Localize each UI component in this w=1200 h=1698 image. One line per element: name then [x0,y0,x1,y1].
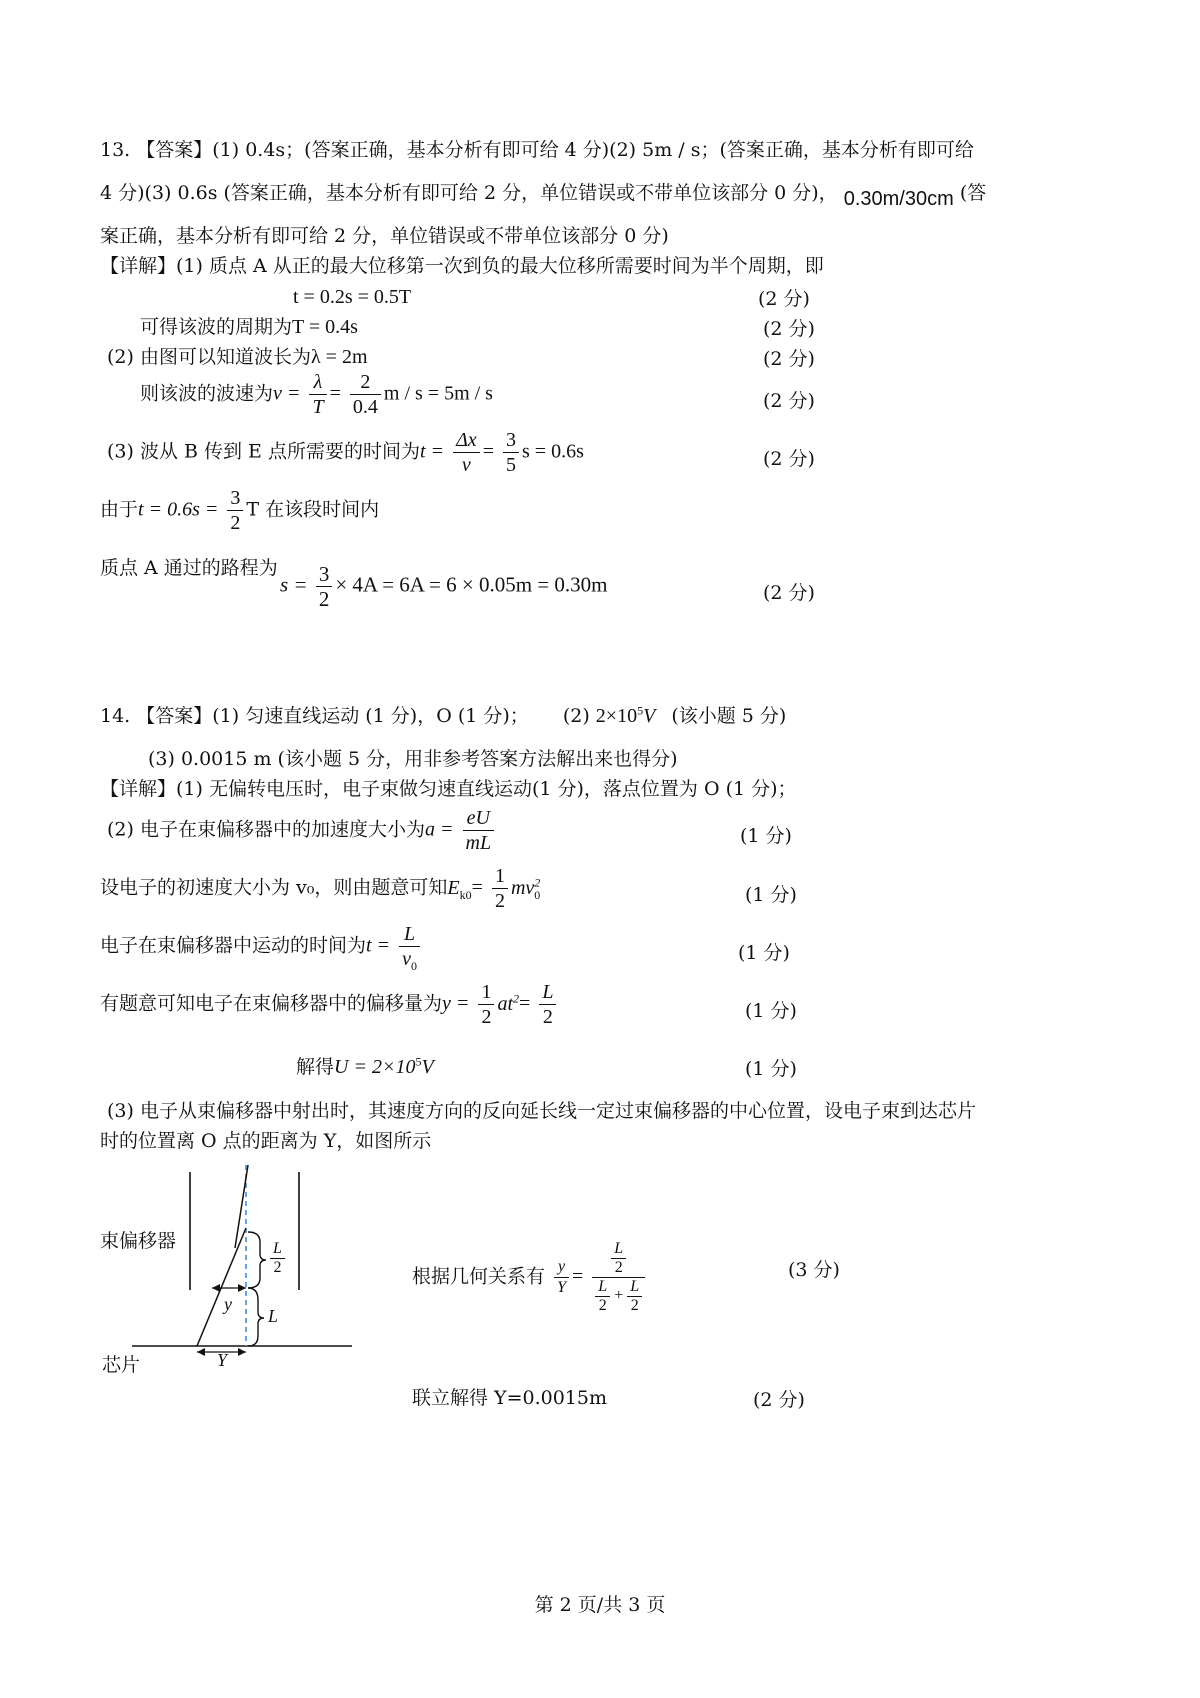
q14-ek [100,864,540,913]
q13-p3-f2-num: 3 [503,428,519,453]
q14-a-score: (1 分) [740,825,792,847]
q14-answer-line1 [100,703,786,729]
q13-path-rest: × 4A = 6A = 6 × 0.05m = 0.30m [335,572,608,597]
q13-eq1: t = 0.2s = 0.5T [293,286,412,308]
q13-answer-line2b: 0.30m/30cm [843,188,954,210]
q13-v-frac1 [309,370,326,419]
q13-path-text: 质点 A 通过的路程为 [100,557,278,579]
q13-since [100,486,379,535]
q14-geo-den-a: L [595,1278,610,1297]
q14-y-f1-den: 2 [481,1006,492,1028]
q14-t-num: L [399,922,420,947]
q14-geo-rhs-bottom: $\frac{L}{2}$ + $\frac{L}{2}$ [592,1278,645,1315]
q14-a-num: eU [463,806,495,831]
label-y: y [224,1294,232,1314]
q14-geo-lhs-den: Y [557,1279,566,1296]
q14-geo-rhs-num: L [611,1240,626,1259]
q14-final: 联立解得 Y=0.0015m [412,1387,608,1409]
q14-a-frac [463,806,495,855]
q13-v-rest: m / s = 5m / s [383,382,493,405]
q14-solve-text: 解得 [296,1056,335,1078]
q14-y-frac2 [539,980,556,1029]
q14-geo-lhs [554,1257,569,1298]
q14-answer-line1b: (2) [562,705,590,727]
q13-v-lhs: v = [273,382,301,405]
q14-p3-line1: (3) 电子从束偏移器中射出时，其速度方向的反向延长线一定过束偏移器的中心位置，设电子束到达芯片 [107,1100,976,1122]
q14-t-frac [399,922,420,971]
q14-a1-coef: 2×10 [595,705,638,727]
q14-accel [107,806,497,855]
q14-y-lhs: y = [442,992,470,1015]
q14-time [100,922,423,971]
q13-p3-rest: s = 0.6s [522,440,584,463]
arrow-y-head-left [212,1284,220,1292]
q13-v-f1-den: T [312,396,324,418]
q14-geo-rhs-top [592,1240,645,1278]
q13-answer-line2c: (答 [959,182,987,204]
q14-y-text: 有题意可知电子在束偏移器中的偏移量为 [100,992,443,1015]
q13-detail1: 【详解】(1) 质点 A 从正的最大位移第一次到负的最大位移所需要时间为半个周期，即 [100,255,824,277]
deflector-figure [100,1160,370,1375]
q14-geo-rhs-num2: 2 [614,1259,623,1276]
q14-y-f1-num: 1 [478,980,494,1005]
q14-t-den-sub: 0 [411,959,418,973]
q13-v-f1-num: λ [309,370,326,395]
q13-v-score: (2 分) [763,390,815,412]
label-half-L-num: L [270,1240,285,1259]
q14-a-den: mL [465,832,492,854]
brace-L [248,1288,264,1346]
label-deflector: 束偏移器 [100,1230,177,1252]
q13-path-f-num: 3 [316,562,333,587]
q14-geo-den-a2: 2 [598,1297,607,1314]
label-chip: 芯片 [102,1354,141,1376]
arrow-y-head-right [238,1284,246,1292]
brace-half-L [248,1232,266,1288]
q13-p2-eq: λ = 2m [310,346,368,368]
q14-y-mid-wrap [497,990,519,1015]
q13-v-text: 则该波的波速为 [140,382,274,405]
q13-eq2-score: (2 分) [763,318,815,340]
q13-since-eq: t = 0.6s = [138,498,219,521]
label-L: L [268,1306,279,1326]
q13-since-f-den: 2 [230,512,241,534]
q14-geo-den-b2: 2 [630,1297,639,1314]
q13-p3-f1-den: v [461,454,471,476]
q13-p3-frac2 [503,428,519,477]
q13-path [280,562,608,611]
q13-p3-text: (3) 波从 B 传到 E 点所需要的时间为 [107,440,420,463]
label-half-L [270,1240,285,1277]
q14-solve [296,1054,434,1080]
q14-answer-line2: (3) 0.0015 m (该小题 5 分，用非参考答案方法解出来也得分) [148,748,678,770]
q14-detail1: 【详解】(1) 无偏转电压时，电子束做匀速直线运动(1 分)，落点位置为 O (1 分)； [100,778,797,800]
q14-answer-line1c [596,705,656,727]
q13-p3-f1-num: Δx [453,428,480,453]
q14-ek-score: (1 分) [745,884,797,906]
q13-p2-score: (2 分) [763,348,815,370]
q13-answer-line2 [100,180,987,210]
q14-ek-mv: mv [510,876,535,899]
q13-v-frac2 [350,370,381,419]
q14-y-eq: = [519,992,531,1015]
q13-eq2-text: 可得该波的周期为 [140,316,293,338]
q14-y-f2-den: 2 [542,1006,553,1028]
beam-path [235,1165,248,1248]
q14-answer-line1a: 14. 【答案】(1) 匀速直线运动 (1 分)，O (1 分)； [100,705,529,727]
q14-y-frac1 [478,980,494,1029]
q14-ek-symbol [447,876,472,902]
q14-ek-sup: 2 [534,874,541,889]
q14-v0-text: 设电子的初速度大小为 v₀，则由题意可知 [100,876,448,899]
q14-t-den: v [402,948,412,970]
label-Y: Y [217,1350,228,1370]
q14-offset [100,980,559,1029]
q14-solve-unit: V [421,1056,434,1078]
q13-answer-line1: 13. 【答案】(1) 0.4s；(答案正确，基本分析有即可给 4 分)(2) 5m / s；(答案正确，基本分析有即可给 [100,139,974,161]
page-footer: 第 2 页/共 3 页 [534,1594,666,1616]
q14-geo-rhs [592,1240,645,1315]
arrow-Y-head-right [238,1348,246,1356]
q13-since-rest: T 在该段时间内 [246,498,380,521]
q14-ek-rest [510,874,541,902]
q13-path-f-den: 2 [318,587,330,611]
q14-final-score: (2 分) [753,1389,805,1411]
q14-ek-f-num: 1 [492,864,508,889]
q14-y-score: (1 分) [745,1000,797,1022]
q13-eq2-math: T = 0.4s [292,316,358,338]
q13-path-lhs: s = [280,572,308,597]
q13-p2 [107,344,368,370]
q14-ek-sub2: 0 [534,887,541,902]
q14-y-sup: 2 [513,990,519,1005]
q13-eq1-score: (2 分) [758,288,810,310]
q13-p3: (3) 波从 B 传到 E 点所需要的时间为t = $\frac{\Delta x}{v}$ = $\frac{3}{5}$ s = 0.6s [107,429,584,476]
arrow-Y-head-left [197,1348,205,1356]
q13-path-score: (2 分) [763,582,815,604]
q13-since-frac [227,486,243,535]
q13-answer-line3: 案正确，基本分析有即可给 2 分，单位错误或不带单位该部分 0 分) [100,225,669,247]
q14-answer-line1f: (该小题 5 分) [671,705,787,727]
q14-geo-score: (3 分) [788,1259,840,1281]
q14-geometry: 根据几何关系有 $\frac{y}{Y}$ = $\frac{L}{2}$ $\frac{L}{2}$ + $\frac{L}{2}$ [412,1240,648,1315]
q14-ek-eq: = [471,876,483,899]
q14-a1-exp: 5 [637,703,644,718]
q14-t-text: 电子在束偏移器中运动的时间为 [100,934,367,957]
q13-v-f2-num: 2 [350,370,381,395]
q14-a-text: (2) 电子在束偏移器中的加速度大小为 [107,818,425,841]
q14-solve-eq-wrap [334,1056,434,1078]
q13-p2-text: (2) 由图可以知道波长为 [107,346,311,368]
q13-path-frac [316,562,333,611]
q14-a-lhs: a = [424,818,454,841]
q14-geo-lhs-num: y [554,1257,569,1278]
q14-t-lhs: t = [366,934,391,957]
q14-a1-unit: V [643,705,656,727]
q13-eq2 [140,314,358,340]
q14-ek-sub: k0 [459,887,472,902]
q13-since-f-num: 3 [227,486,243,511]
q13-answer-line2a: 4 分)(3) 0.6s (答案正确，基本分析有即可给 2 分，单位错误或不带单位该部分 0 分)， [100,182,838,204]
deflector-diagram [100,1160,370,1375]
q13-p3-lhs: t = [419,440,445,463]
q14-y-mid: at [497,992,513,1015]
q14-solve-eq: U = 2×10 [334,1056,416,1078]
q14-solve-score: (1 分) [745,1058,797,1080]
q14-ek-e: E [447,876,460,899]
q14-geo-den-b: L [627,1278,642,1297]
q14-p3-line2: 时的位置离 O 点的距离为 Y，如图所示 [100,1130,432,1152]
q13-velocity: 则该波的波速为v = $\frac{\lambda}{T}$ = $\frac{2}{0.4}$ m / s = 5m / s [140,371,493,418]
q14-solve-sup: 5 [415,1054,422,1069]
q14-t-score: (1 分) [738,942,790,964]
q13-p3-f2-den: 5 [506,454,517,476]
label-half-L-den: 2 [273,1259,282,1276]
q14-y-f2-num: L [539,980,556,1005]
q14-ek-frac [492,864,508,913]
q13-p3-frac1 [453,428,480,477]
q14-ek-f-den: 2 [494,890,505,912]
q14-geo-text: 根据几何关系有 [412,1265,546,1288]
q13-since-text: 由于 [100,498,139,521]
q13-v-f2-den: 0.4 [352,396,378,418]
q13-p3-score: (2 分) [763,448,815,470]
